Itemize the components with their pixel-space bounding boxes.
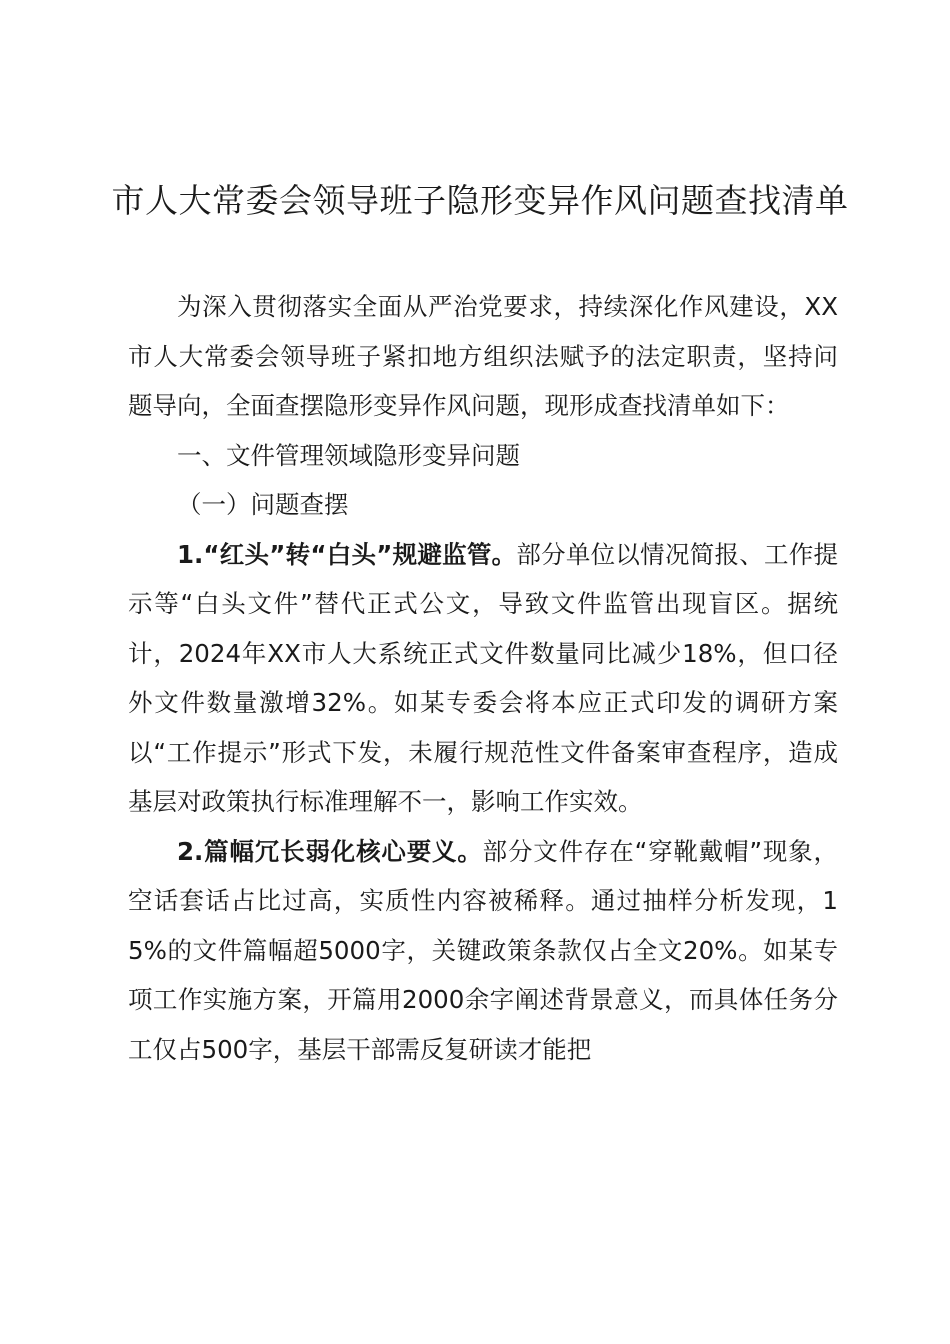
subsection-heading: （一）问题查摆 <box>177 490 349 519</box>
item-paragraph-1 <box>128 530 838 827</box>
document-body <box>128 282 838 1074</box>
item-lead-1: 1.“红头”转“白头”规避监管。 <box>177 539 517 569</box>
intro-paragraph: 为深入贯彻落实全面从严治党要求，持续深化作风建设，XX市人大常委会领导班子紧扣地方组织法赋予的法定职责，坚持问题导向，全面查摆隐形变异作风问题，现形成查找清单如下： <box>128 292 838 420</box>
document-title: 市人大常委会领导班子隐形变异作风问题查找清单 <box>111 181 849 220</box>
item-text-2: 部分文件存在“穿靴戴帽”现象，空话套话占比过高，实质性内容被稀释。通过抽样分析发现，15%的文件篇幅超5000字，关键政策条款仅占全文20%。如某专项工作实施方案，开篇用2000余字阐述背景意义，而具体任务分工仅占500字，基层干部需反复研读才能把 <box>128 836 838 1064</box>
item-lead-2: 2.篇幅冗长弱化核心要义。 <box>177 836 483 866</box>
item-paragraph-2 <box>128 827 838 1075</box>
section-heading: 一、文件管理领域隐形变异问题 <box>177 440 520 470</box>
item-text-1: 部分单位以情况简报、工作提示等“白头文件”替代正式公文，导致文件监管出现盲区。据统计，2024年XX市人大系统正式文件数量同比减少18%，但口径外文件数量激增32%。如某专委会将本应正式印发的调研方案以“工作提示”形式下发，未履行规范性文件备案审查程序，造成基层对政策执行标准理解不一，影响工作实效。 <box>128 539 838 816</box>
